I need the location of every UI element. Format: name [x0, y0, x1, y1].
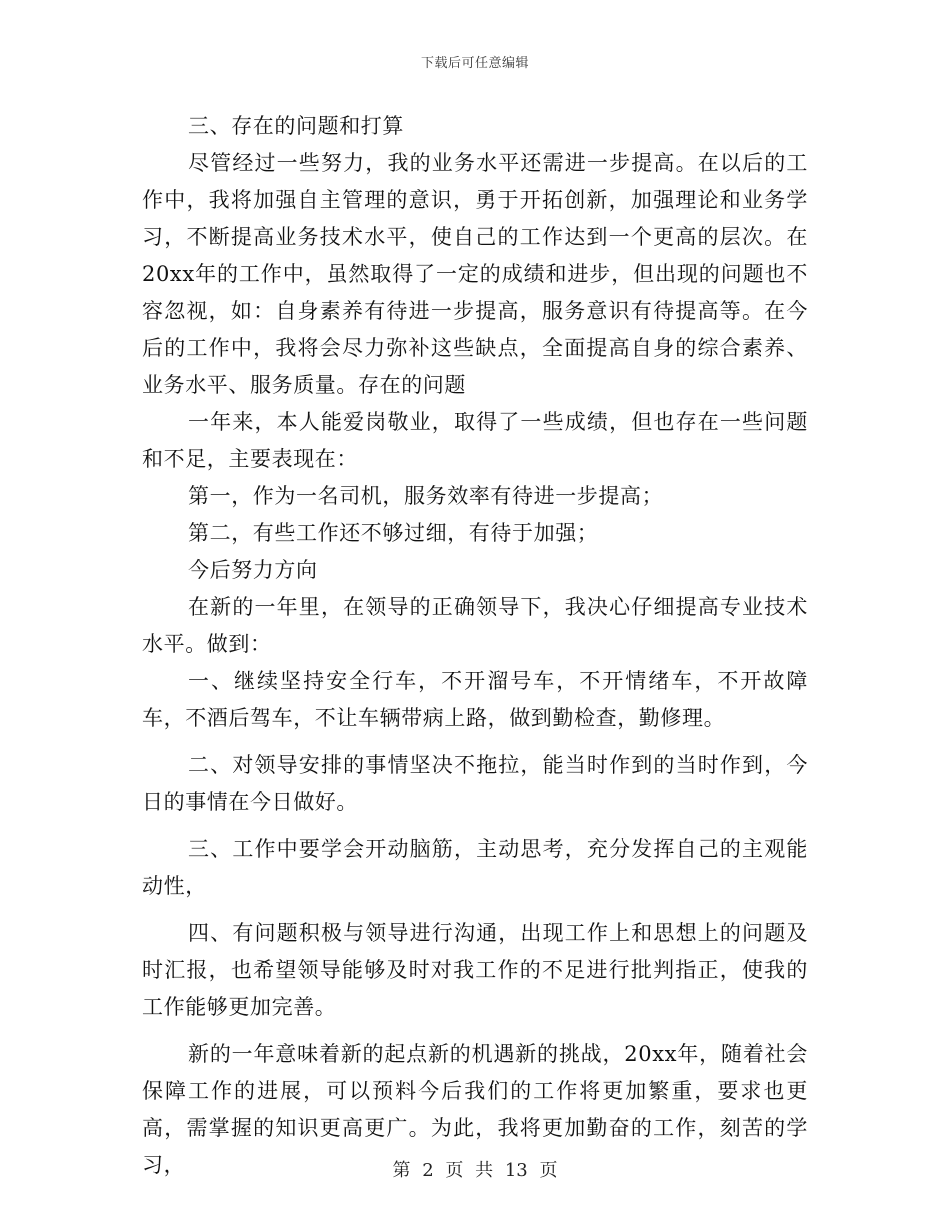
paragraph: 一年来，本人能爱岗敬业，取得了一些成绩，但也存在一些问题和不足，主要表现在： [142, 410, 808, 471]
list-item: 第一，作为一名司机，服务效率有待进一步提高； [188, 484, 664, 508]
paragraph: 在新的一年里，在领导的正确领导下，我决心仔细提高专业技术水平。做到： [142, 595, 808, 656]
list-item: 四、有问题积极与领导进行沟通，出现工作上和思想上的问题及时汇报，也希望领导能够及时对我工作的不足进行批判指正，使我的工作能够更加完善。 [142, 921, 808, 1019]
list-item: 三、工作中要学会开动脑筋，主动思考，充分发挥自己的主观能动性， [142, 837, 808, 898]
list-item: 第二，有些工作还不够过细，有待于加强； [188, 521, 599, 545]
document-body [142, 108, 808, 1184]
section-heading: 今后努力方向 [188, 558, 318, 582]
paragraph: 尽管经过一些努力，我的业务水平还需进一步提高。在以后的工作中，我将加强自主管理的意识，勇于开拓创新，加强理论和业务学习，不断提高业务技术水平，使自己的工作达到一个更高的层次。在20xx年的工作中，虽然取得了一定的成绩和进步，但出现的问题也不容忽视，如：自身素养有待进一步提高，服务意识有待提高等。在今后的工作中，我将会尽力弥补这些缺点，全面提高自身的综合素养、业务水平、服务质量。存在的问题 [142, 151, 808, 397]
list-item: 一、继续坚持安全行车，不开溜号车，不开情绪车，不开故障车，不酒后驾车，不让车辆带病上路，做到勤检查，勤修理。 [142, 669, 808, 730]
paragraph: 新的一年意味着新的起点新的机遇新的挑战，20xx年，随着社会保障工作的进展，可以预料今后我们的工作将更加繁重，要求也更高，需掌握的知识更高更广。为此，我将更加勤奋的工作，刻苦的学习， [142, 1042, 808, 1177]
page-header: 下载后可任意编辑 [420, 56, 529, 71]
list-item: 二、对领导安排的事情坚决不拖拉，能当时作到的当时作到，今日的事情在今日做好。 [142, 753, 808, 814]
section-heading: 三、存在的问题和打算 [188, 114, 404, 138]
page-footer: 第 2 页 共 13 页 [392, 1160, 558, 1181]
